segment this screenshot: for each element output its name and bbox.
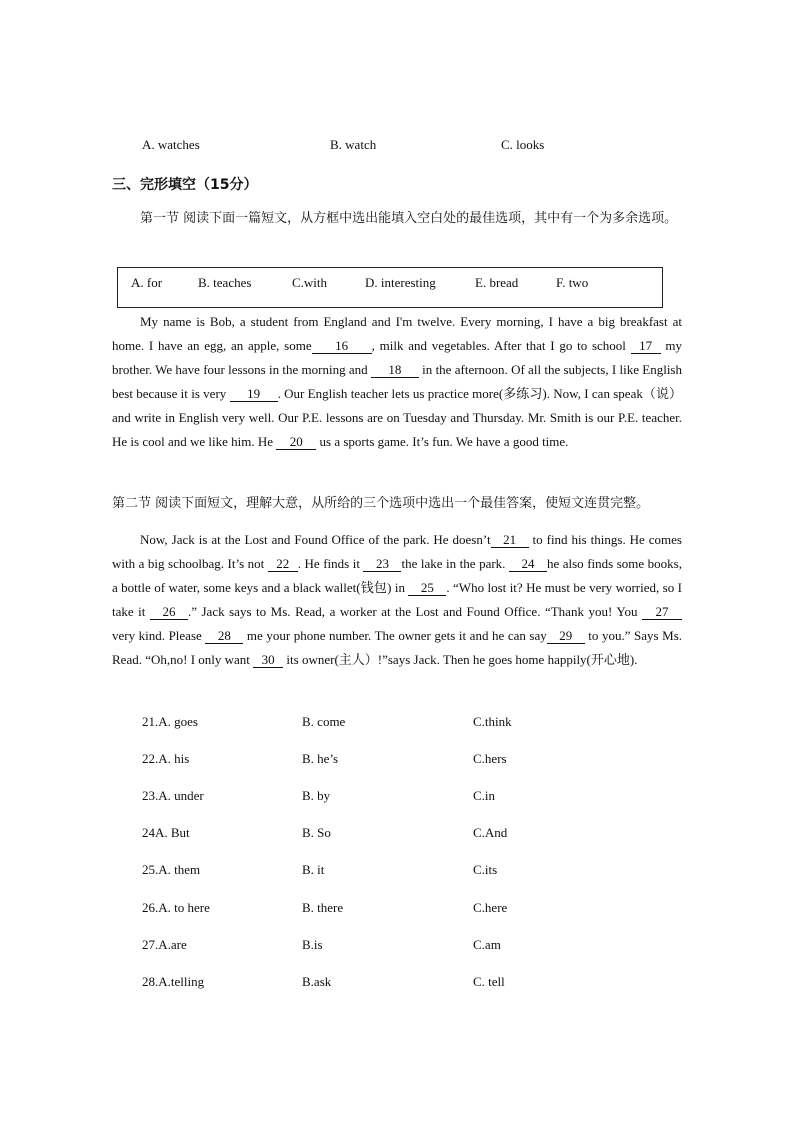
passage-text: the lake in the park.: [401, 556, 509, 571]
option-c: C. looks: [501, 137, 545, 152]
passage-text: very kind. Please: [112, 628, 206, 643]
option-c[interactable]: C.And: [473, 825, 508, 840]
question-row: [0, 751, 794, 769]
question-row: [0, 937, 794, 955]
blank-24[interactable]: 24: [509, 556, 547, 572]
question-row: [0, 900, 794, 918]
passage-text: to find his things. He comes with a big schoolbag. It’s not: [112, 532, 682, 571]
blank-19[interactable]: 19: [230, 386, 278, 402]
blank-16[interactable]: 16: [312, 338, 372, 354]
option-b[interactable]: B. there: [302, 900, 344, 915]
question-row: [0, 862, 794, 880]
option-c[interactable]: C.think: [473, 714, 512, 729]
blank-26[interactable]: 26: [150, 604, 188, 620]
blank-20[interactable]: 20: [276, 434, 316, 450]
option-c[interactable]: C.its: [473, 862, 498, 877]
section-title: 三、完形填空（15分）: [112, 177, 258, 193]
option-a[interactable]: 25.A. them: [142, 862, 201, 877]
passage-text: my brother. We have four lessons in the morning and: [112, 338, 682, 377]
word-option-c: C.with: [292, 275, 328, 290]
part1-instruction: 第一节 阅读下面一篇短文，从方框中选出能填入空白处的最佳选项，其中有一个为多余选项。: [140, 211, 678, 226]
blank-29[interactable]: 29: [547, 628, 585, 644]
word-option-a: A. for: [131, 275, 163, 290]
option-b[interactable]: B. he’s: [302, 751, 339, 766]
part2-instruction: 第二节 阅读下面短文，理解大意，从所给的三个选项中选出一个最佳答案，使短文连贯完整。: [112, 496, 650, 511]
blank-27[interactable]: 27: [642, 604, 682, 620]
passage-text: its owner(主人）!”says Jack. Then he goes home happily(开心地).: [283, 652, 638, 667]
option-c[interactable]: C.in: [473, 788, 496, 803]
option-a[interactable]: 28.A.telling: [142, 974, 205, 989]
option-a[interactable]: 21.A. goes: [142, 714, 198, 729]
word-option-b: B. teaches: [198, 275, 252, 290]
passage-text: to you.” Says Ms. Read. “Oh,no! I only want: [112, 628, 683, 667]
blank-30[interactable]: 30: [253, 652, 283, 668]
option-b[interactable]: B.is: [302, 937, 323, 952]
word-option-d: D. interesting: [365, 275, 436, 290]
blank-17[interactable]: 17: [631, 338, 661, 354]
option-a[interactable]: 26.A. to here: [142, 900, 210, 915]
part2-passage: [112, 528, 682, 672]
part1-passage: [112, 310, 682, 454]
word-option-f: F. two: [556, 275, 589, 290]
passage-text: us a sports game. It’s fun. We have a good time.: [316, 434, 569, 449]
passage-text: . Our English teacher lets us practice more(多练习). Now, I can speak（说）and write in English very well. Our P.E. lessons are on Tuesday and Thursday. Mr. Smith is our P.E. teacher. He is cool and we like him. He: [112, 386, 682, 449]
blank-22[interactable]: 22: [268, 556, 298, 572]
blank-23[interactable]: 23: [363, 556, 401, 572]
passage-text: .” Jack says to Ms. Read, a worker at the Lost and Found Office. “Thank you! You: [187, 604, 642, 619]
option-a[interactable]: 27.A.are: [142, 937, 187, 952]
blank-21[interactable]: 21: [491, 532, 529, 548]
option-b[interactable]: B. it: [302, 862, 325, 877]
option-a: A. watches: [142, 137, 200, 152]
blank-28[interactable]: 28: [205, 628, 243, 644]
passage-text: . “Who lost it? He must be very worried, so I take it: [112, 580, 682, 619]
blank-18[interactable]: 18: [371, 362, 419, 378]
option-a[interactable]: 24A. But: [142, 825, 190, 840]
option-b[interactable]: B. by: [302, 788, 331, 803]
question-row: [0, 825, 794, 843]
passage-text: Now, Jack is at the Lost and Found Office of the park. He doesn’t: [140, 532, 491, 547]
word-bank-box: [117, 267, 663, 308]
option-a[interactable]: 22.A. his: [142, 751, 190, 766]
question-row: [0, 974, 794, 992]
option-b[interactable]: B.ask: [302, 974, 332, 989]
passage-text: My name is Bob, a student from England and I'm twelve. Every morning, I have a big breakfast at home. I have an egg, an apple, some: [112, 314, 682, 353]
passage-text: he also finds some books, a bottle of water, some keys and a black wallet(钱包) in: [112, 556, 682, 595]
option-c[interactable]: C.am: [473, 937, 501, 952]
option-a[interactable]: 23.A. under: [142, 788, 204, 803]
option-c[interactable]: C.here: [473, 900, 508, 915]
passage-text: me your phone number. The owner gets it and he can say: [243, 628, 547, 643]
question-row: [0, 788, 794, 806]
option-c[interactable]: C.hers: [473, 751, 507, 766]
previous-question-options: [0, 137, 794, 155]
passage-text: , milk and vegetables. After that I go to school: [371, 338, 631, 353]
option-b: B. watch: [330, 137, 377, 152]
passage-text: in the afternoon. Of all the subjects, I like English best because it is very: [112, 362, 682, 401]
question-row: [0, 714, 794, 732]
passage-text: . He finds it: [297, 556, 364, 571]
option-b[interactable]: B. come: [302, 714, 346, 729]
option-c[interactable]: C. tell: [473, 974, 505, 989]
option-b[interactable]: B. So: [302, 825, 331, 840]
blank-25[interactable]: 25: [408, 580, 446, 596]
word-option-e: E. bread: [475, 275, 519, 290]
